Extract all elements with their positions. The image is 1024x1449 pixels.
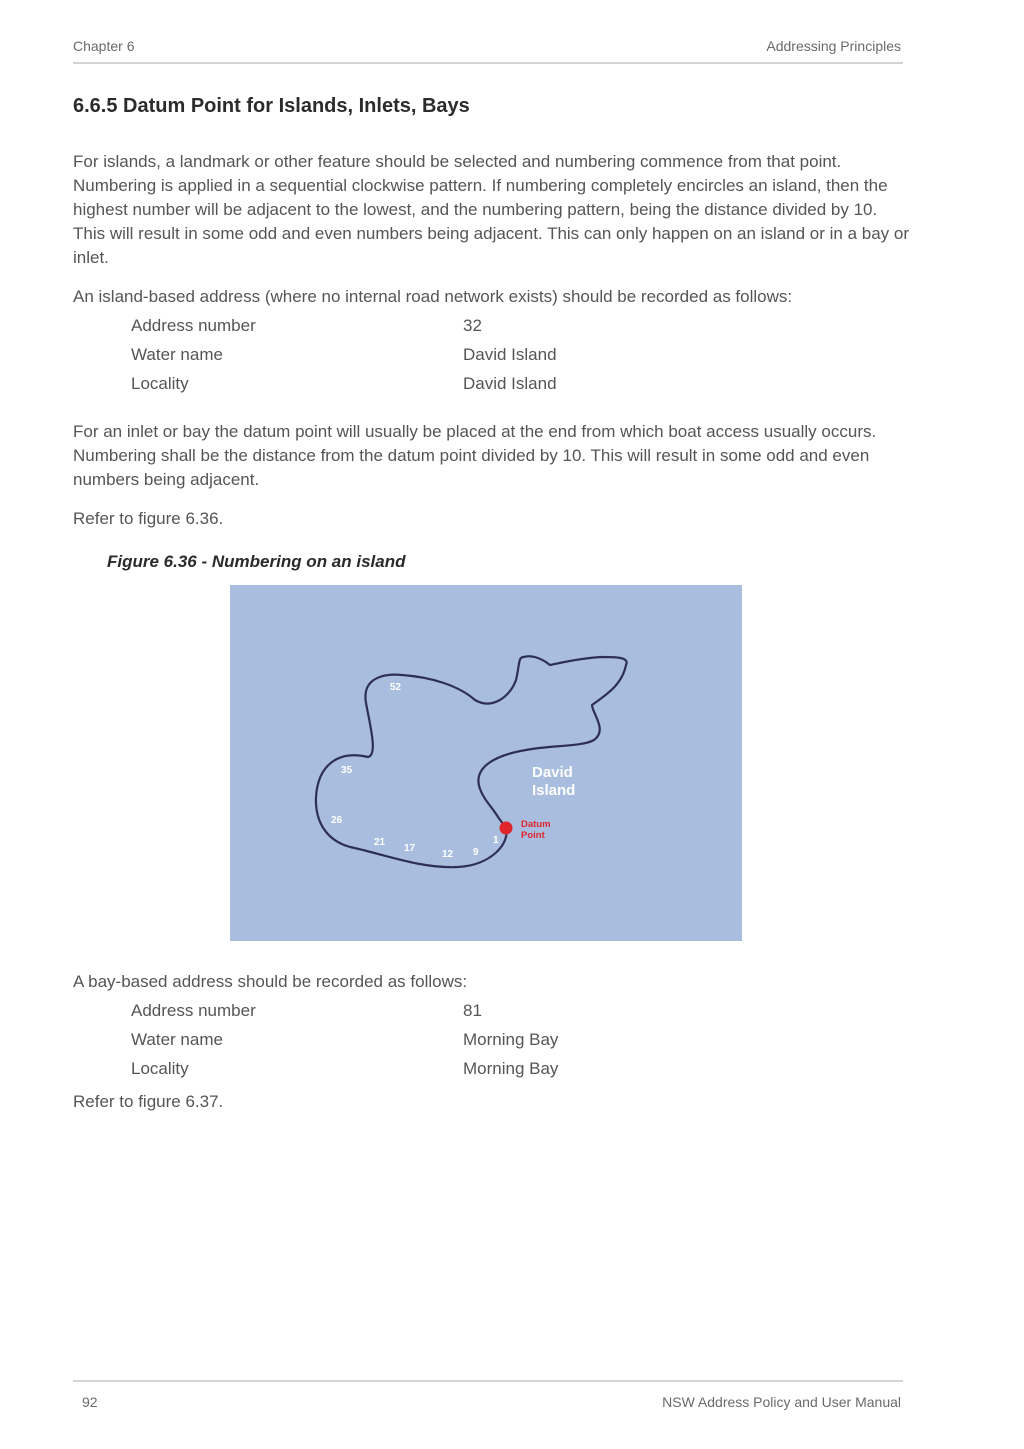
field-value: 32 <box>463 316 482 335</box>
island-address-row <box>131 369 631 398</box>
paragraph-refer-6-37: Refer to figure 6.37. <box>73 1092 224 1111</box>
address-number-label: 9 <box>473 847 479 858</box>
field-label: Water name <box>131 1030 223 1049</box>
water-background <box>230 585 742 941</box>
island-address-row <box>131 311 631 340</box>
bay-address-table <box>131 996 631 1083</box>
field-value: Morning Bay <box>463 1030 559 1049</box>
address-number-label: 17 <box>404 843 416 854</box>
field-value: 81 <box>463 1001 482 1020</box>
field-value: David Island <box>463 345 557 364</box>
page-number: 92 <box>82 1394 98 1410</box>
chapter-label: Chapter 6 <box>73 38 135 54</box>
island-name-label: David <box>532 764 573 781</box>
field-value: David Island <box>463 374 557 393</box>
island-name-label: Island <box>532 782 576 799</box>
address-number-label: 26 <box>331 815 343 826</box>
manual-title: NSW Address Policy and User Manual <box>662 1394 901 1410</box>
field-label: Water name <box>131 345 223 364</box>
address-number-label: 1 <box>493 835 499 846</box>
island-numbering-figure <box>230 585 742 941</box>
datum-point-label: Point <box>521 830 545 841</box>
paragraph-bay-address-intro: A bay-based address should be recorded as follows: <box>73 972 468 991</box>
field-value: Morning Bay <box>463 1059 559 1078</box>
address-number-label: 35 <box>341 765 353 776</box>
field-label: Locality <box>131 1059 189 1078</box>
page-footer <box>73 1380 903 1412</box>
field-label: Locality <box>131 374 189 393</box>
paragraph-island-address-intro: An island-based address (where no internal road network exists) should be recorded as follows: <box>73 287 793 306</box>
section-title: 6.6.5 Datum Point for Islands, Inlets, Bays <box>73 95 470 117</box>
bay-address-row <box>131 1054 631 1083</box>
datum-point-marker <box>500 822 513 835</box>
paragraph-inlet-bay: For an inlet or bay the datum point will usually be placed at the end from which boat access usually occurs. Numbering shall be the distance from the datum point divided by 10. This will result in some odd and even numbers being adjacent. <box>73 422 877 489</box>
field-label: Address number <box>131 1001 256 1020</box>
bay-address-row <box>131 996 631 1025</box>
island-address-table <box>131 311 631 398</box>
paragraph-refer-6-36: Refer to figure 6.36. <box>73 509 224 528</box>
paragraph-islands: For islands, a landmark or other feature should be selected and numbering commence from that point. Numbering is applied in a sequential clockwise pattern. If numbering completely encircles an island, then the highest number will be adjacent to the lowest, and the numbering pattern, being the distance divided by 10. This will result in some odd and even numbers being adjacent. This can only happen on an island or in a bay or inlet. <box>73 152 910 267</box>
address-number-label: 21 <box>374 837 386 848</box>
bay-address-row <box>131 1025 631 1054</box>
address-number-label: 12 <box>442 849 454 860</box>
figure-caption: Figure 6.36 - Numbering on an island <box>107 552 406 571</box>
datum-point-label: Datum <box>521 819 551 830</box>
island-address-row <box>131 340 631 369</box>
section-label: Addressing Principles <box>766 38 901 54</box>
page-header <box>73 38 903 64</box>
field-label: Address number <box>131 316 256 335</box>
address-number-label: 52 <box>390 682 402 693</box>
